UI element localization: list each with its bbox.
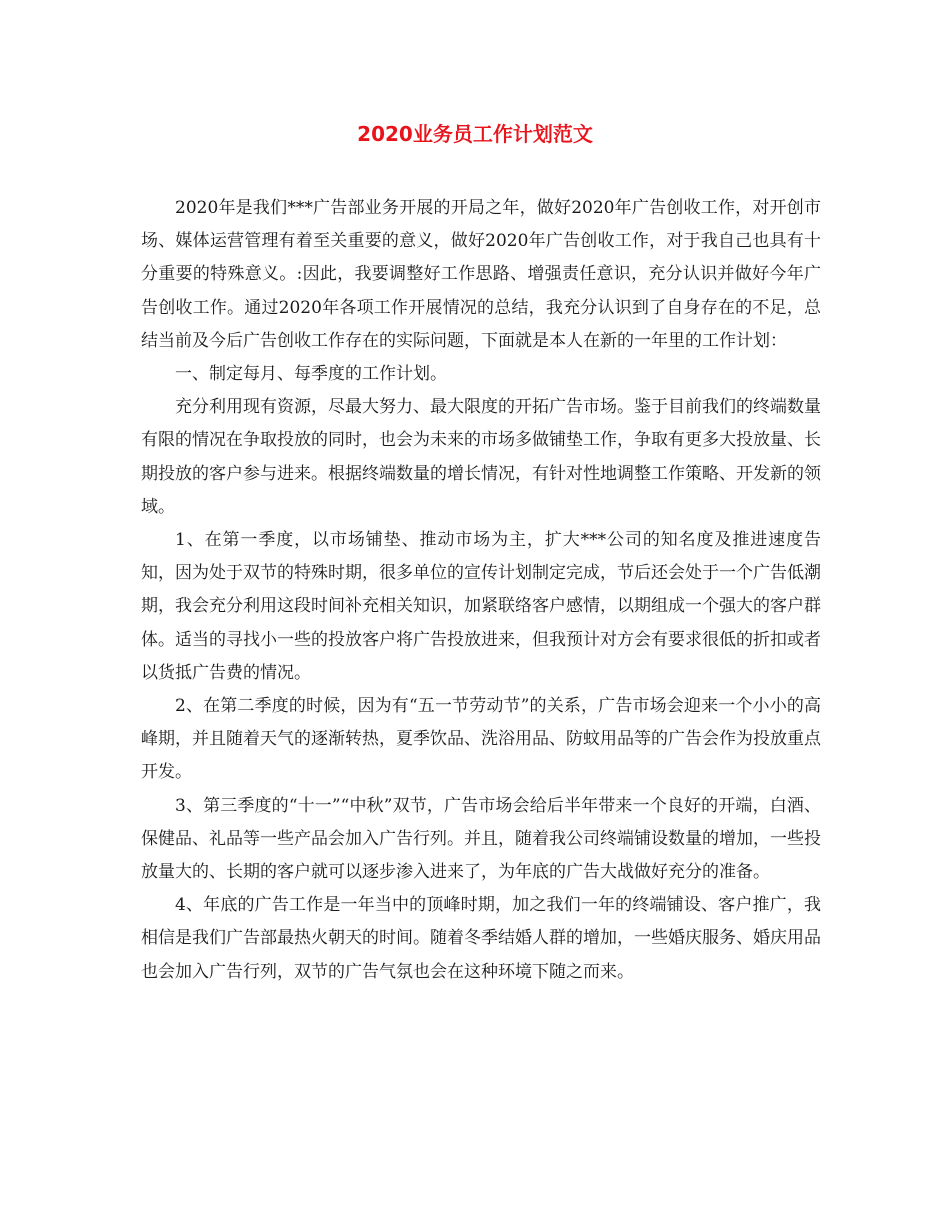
paragraph-q1: 1、在第一季度，以市场铺垫、推动市场为主，扩大***公司的知名度及推进速度告知，因为处于双节的特殊时期，很多单位的宣传计划制定完成，节后还会处于一个广告低潮期，我会充分利用这段时间补充相关知识，加紧联络客户感情，以期组成一个强大的客户群体。适当的寻找小一些的投放客户将广告投放进来，但我预计对方会有要求很低的折扣或者以货抵广告费的情况。 xyxy=(141,530,821,683)
paragraph-intro: 2020年是我们***广告部业务开展的开局之年，做好2020年广告创收工作，对开创市场、媒体运营管理有着至关重要的意义，做好2020年广告创收工作，对于我自己也具有十分重要的特殊意义。:因此，我要调整好工作思路、增强责任意识，充分认识并做好今年广告创收工作。通过2020年各项工作开展情况的总结，我充分认识到了自身存在的不足，总结当前及今后广告创收工作存在的实际问题，下面就是本人在新的一年里的工作计划： xyxy=(141,198,821,351)
paragraph-q4: 4、年底的广告工作是一年当中的顶峰时期，加之我们一年的终端铺设、客户推广，我相信是我们广告部最热火朝天的时间。随着冬季结婚人群的增加，一些婚庆服务、婚庆用品也会加入广告行列，双节的广告气氛也会在这种环境下随之而来。 xyxy=(141,895,821,982)
paragraph-section-heading: 一、制定每月、每季度的工作计划。 xyxy=(175,364,447,385)
paragraph-q2: 2、在第二季度的时候，因为有“五一节劳动节”的关系，广告市场会迎来一个小小的高峰期，并且随着天气的逐渐转热，夏季饮品、洗浴用品、防蚊用品等的广告会作为投放重点开发。 xyxy=(141,696,821,783)
paragraph-resources: 充分利用现有资源，尽最大努力、最大限度的开拓广告市场。鉴于目前我们的终端数量有限的情况在争取投放的同时，也会为未来的市场多做铺垫工作，争取有更多大投放量、长期投放的客户参与进来。根据终端数量的增长情况，有针对性地调整工作策略、开发新的领域。 xyxy=(141,397,821,517)
paragraph-q3: 3、第三季度的“十一”“中秋”双节，广告市场会给后半年带来一个良好的开端，白酒、保健品、礼品等一些产品会加入广告行列。并且，随着我公司终端铺设数量的增加，一些投放量大的、长期的客户就可以逐步渗入进来了，为年底的广告大战做好充分的准备。 xyxy=(141,795,821,883)
document-title: 2020业务员工作计划范文 xyxy=(357,122,593,146)
document-body xyxy=(141,192,821,989)
